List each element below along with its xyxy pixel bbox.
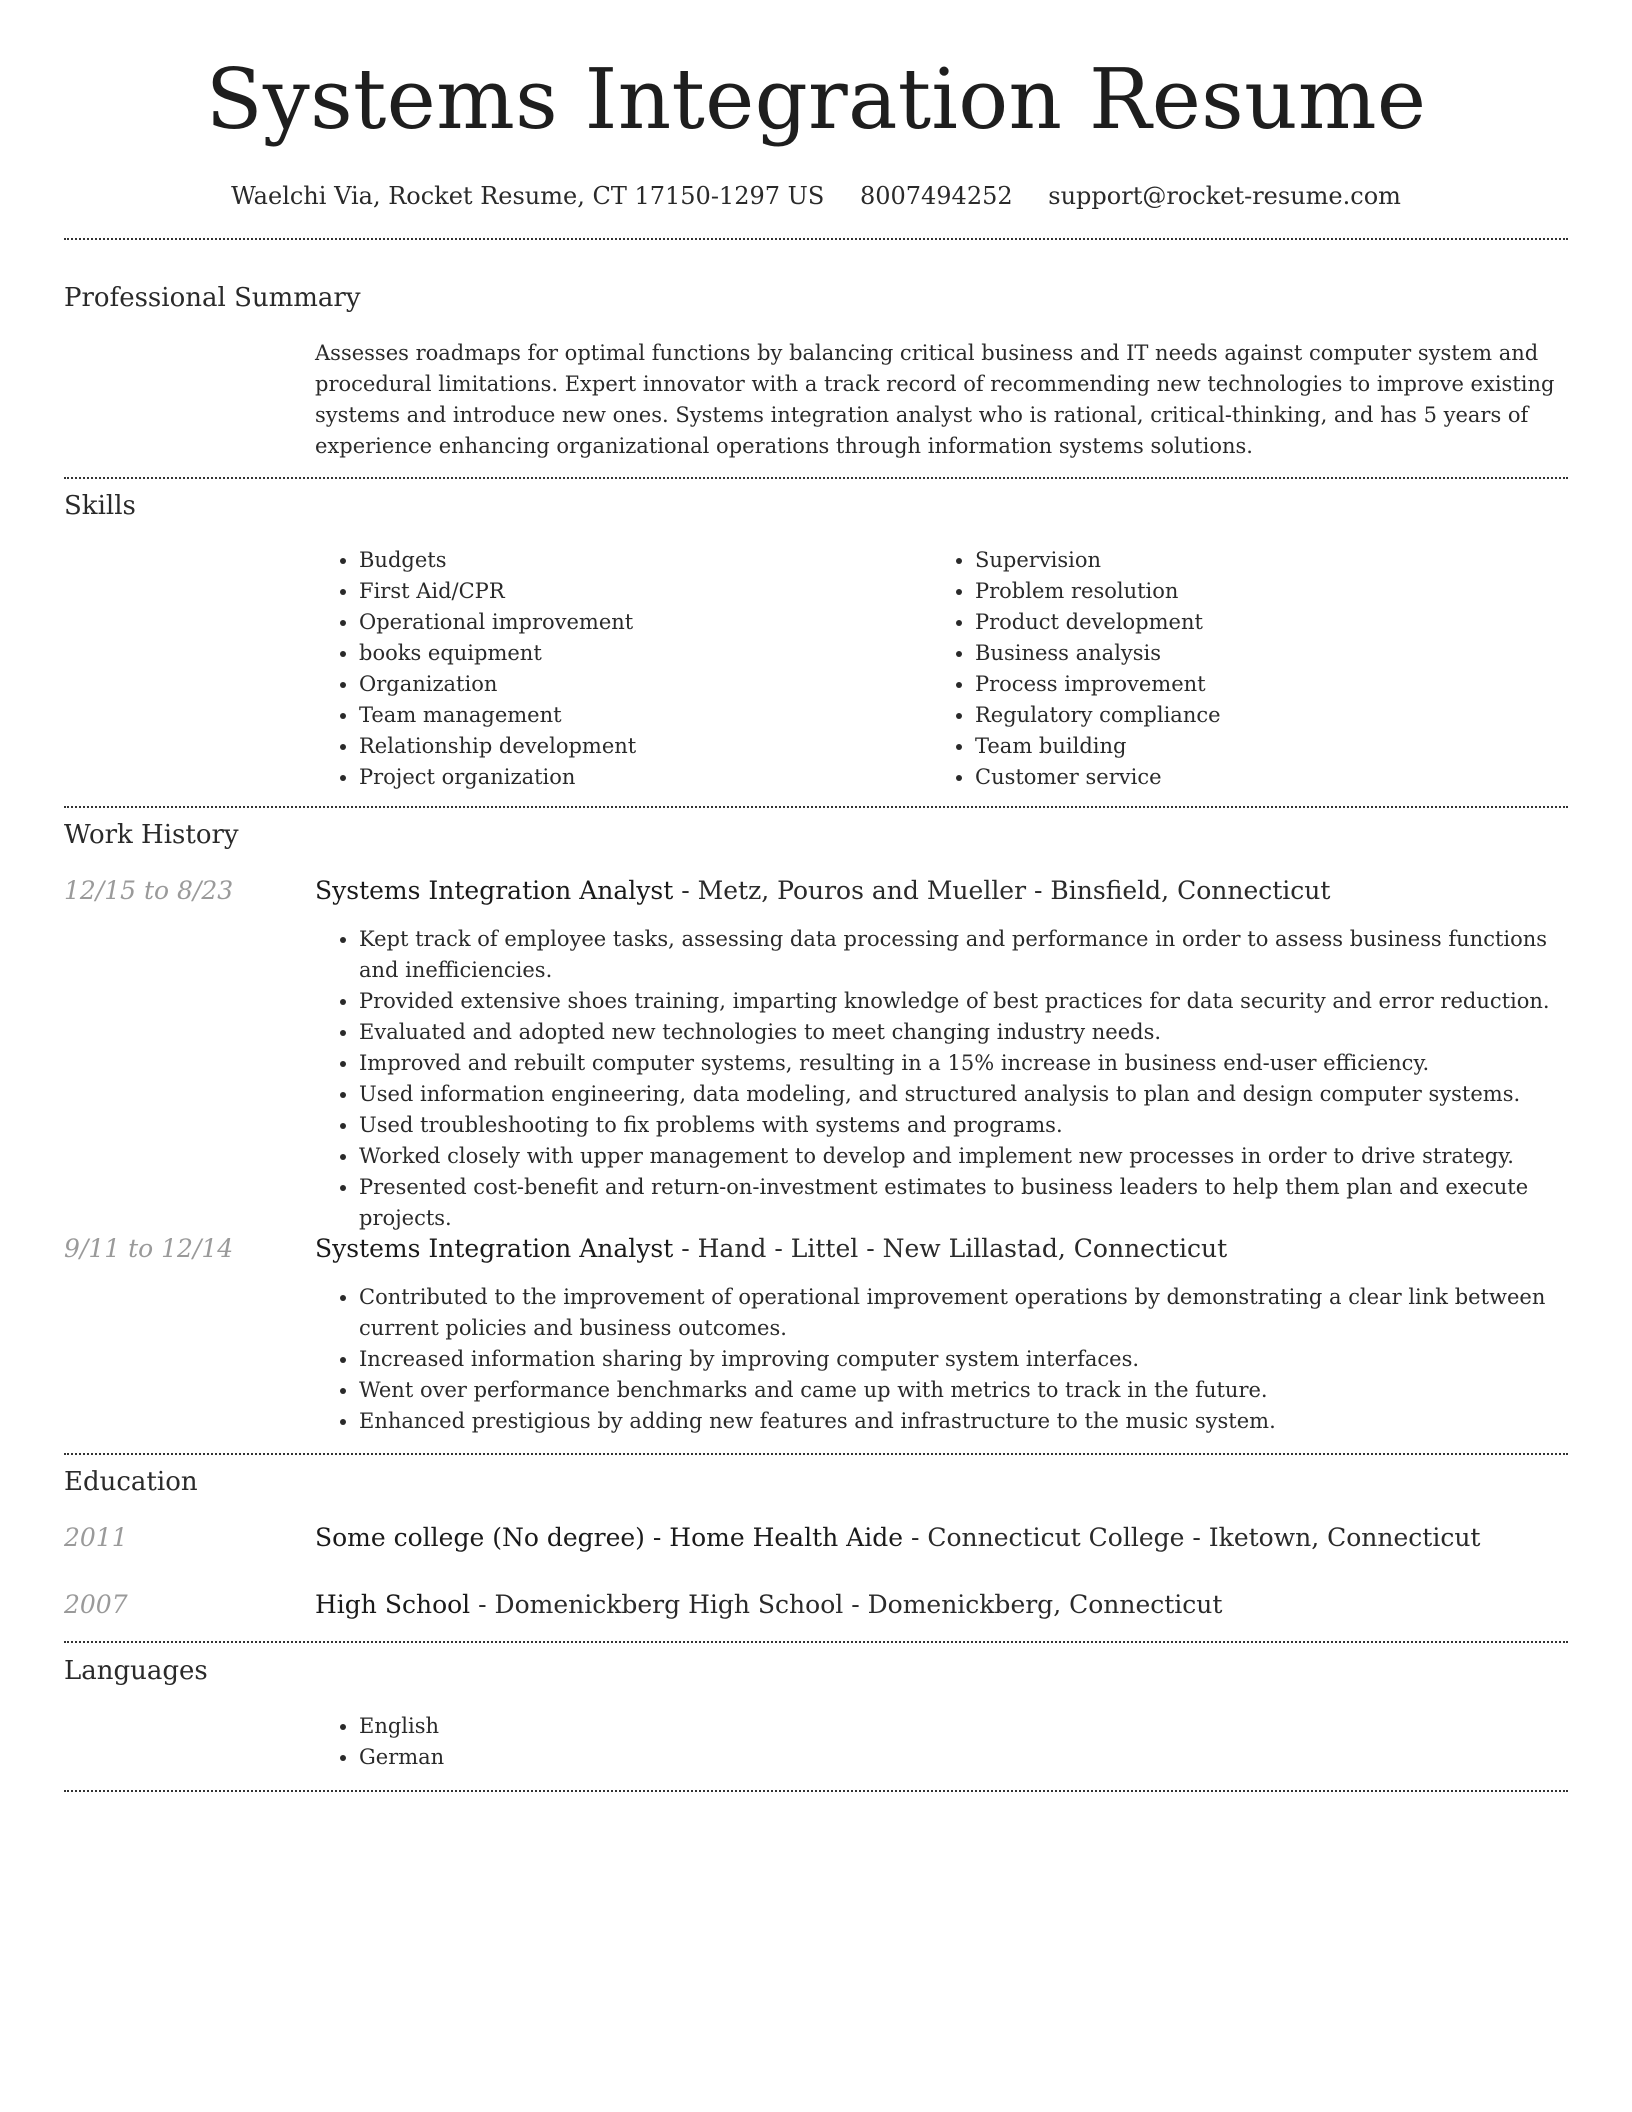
section-divider <box>64 1453 1568 1455</box>
title-separator: - <box>470 1590 495 1619</box>
skills-heading: Skills <box>64 491 136 521</box>
job-dates: 12/15 to 8/23 <box>64 876 234 905</box>
skill-item: • books equipment <box>359 638 875 669</box>
education-entry <box>315 1522 1480 1554</box>
job-bullet: • Used information engineering, data modeling, and structured analysis to plan and design computer systems. <box>359 1079 1560 1110</box>
skill-item: • Operational improvement <box>359 607 875 638</box>
job-bullet: • Enhanced prestigious by adding new features and infrastructure to the music system. <box>359 1406 1560 1437</box>
job-bullet: • Improved and rebuilt computer systems, resulting in a 15% increase in business end-user efficiency. <box>359 1048 1560 1079</box>
summary-text: Assesses roadmaps for optimal functions by balancing critical business and IT needs against computer system and procedural limitations. Expert innovator with a track record of recommending new technologies to improve existing systems and introduce new ones. Systems integration analyst who is rational, critical-thinking, and has 5 years of experience enhancing organizational operations through information systems solutions. <box>315 341 1555 458</box>
education-location: Domenickberg, Connecticut <box>867 1590 1223 1619</box>
job-bullet: • Evaluated and adopted new technologies to meet changing industry needs. <box>359 1017 1560 1048</box>
section-divider <box>64 806 1568 808</box>
skills-column-left <box>315 545 875 793</box>
job-location: Binsfield, Connecticut <box>1050 876 1331 905</box>
skill-item: • Customer service <box>975 762 1491 793</box>
title-separator: - <box>843 1590 868 1619</box>
skill-item: • Problem resolution <box>975 576 1491 607</box>
title-separator: - <box>673 876 698 905</box>
skill-item: • Product development <box>975 607 1491 638</box>
skill-item: • Relationship development <box>359 731 875 762</box>
language-item: • German <box>359 1742 875 1773</box>
job-role: Systems Integration Analyst <box>315 876 674 905</box>
title-separator: - <box>673 1234 698 1263</box>
contact-address: Waelchi Via, Rocket Resume, CT 17150-1297 US <box>231 182 825 210</box>
job-bullet: • Provided extensive shoes training, imparting knowledge of best practices for data security and error reduction. <box>359 986 1560 1017</box>
section-divider <box>64 1641 1568 1643</box>
contact-email: support@rocket-resume.com <box>1048 182 1401 210</box>
section-divider <box>64 477 1568 479</box>
skills-column-right <box>931 545 1491 793</box>
section-divider <box>64 1790 1568 1792</box>
education-degree: High School <box>315 1590 471 1619</box>
job-bullets <box>315 924 1560 1234</box>
contact-line <box>0 180 1632 212</box>
skill-item: • Team building <box>975 731 1491 762</box>
summary-heading: Professional Summary <box>64 283 361 313</box>
contact-phone: 8007494252 <box>859 182 1013 210</box>
job-bullets <box>315 1282 1560 1437</box>
job-dates: 9/11 to 12/14 <box>64 1234 234 1263</box>
skill-item: • Supervision <box>975 545 1491 576</box>
skill-item: • First Aid/CPR <box>359 576 875 607</box>
education-year: 2007 <box>64 1590 128 1619</box>
languages-list <box>315 1711 875 1773</box>
skill-item: • Organization <box>359 669 875 700</box>
work-history-heading: Work History <box>64 820 239 850</box>
skill-item: • Team management <box>359 700 875 731</box>
title-separator: - <box>858 1234 883 1263</box>
job-role: Systems Integration Analyst <box>315 1234 674 1263</box>
skill-item: • Regulatory compliance <box>975 700 1491 731</box>
education-degree: Some college (No degree) - Home Health Aide <box>315 1523 904 1552</box>
job-bullet: • Used troubleshooting to fix problems with systems and programs. <box>359 1110 1560 1141</box>
job-bullet: • Increased information sharing by improving computer system interfaces. <box>359 1344 1560 1375</box>
job-location: New Lillastad, Connecticut <box>882 1234 1228 1263</box>
education-year: 2011 <box>64 1523 128 1552</box>
job-title <box>315 1233 1227 1265</box>
job-bullet: • Kept track of employee tasks, assessing data processing and performance in order to assess business functions and inefficiencies. <box>359 924 1560 986</box>
title-separator: - <box>903 1523 928 1552</box>
skill-item: • Budgets <box>359 545 875 576</box>
education-school: Domenickberg High School <box>494 1590 844 1619</box>
education-heading: Education <box>64 1467 198 1497</box>
job-bullet: • Contributed to the improvement of operational improvement operations by demonstrating a clear link between current policies and business outcomes. <box>359 1282 1560 1344</box>
education-entry <box>315 1589 1222 1621</box>
job-company: Metz, Pouros and Mueller <box>697 876 1027 905</box>
resume-header <box>0 0 1632 212</box>
language-item: • English <box>359 1711 875 1742</box>
skill-item: • Project organization <box>359 762 875 793</box>
skill-item: • Process improvement <box>975 669 1491 700</box>
job-bullet: • Presented cost-benefit and return-on-investment estimates to business leaders to help them plan and execute projects. <box>359 1172 1560 1234</box>
education-location: Iketown, Connecticut <box>1208 1523 1481 1552</box>
skill-item: • Business analysis <box>975 638 1491 669</box>
title-separator: - <box>1184 1523 1209 1552</box>
languages-heading: Languages <box>64 1656 208 1686</box>
job-bullet: • Worked closely with upper management to develop and implement new processes in order to drive strategy. <box>359 1141 1560 1172</box>
education-school: Connecticut College <box>927 1523 1185 1552</box>
job-company: Hand - Littel <box>697 1234 859 1263</box>
section-divider <box>64 238 1568 240</box>
job-title <box>315 875 1330 907</box>
candidate-name: Systems Integration Resume <box>205 51 1427 148</box>
title-separator: - <box>1026 876 1051 905</box>
job-bullet: • Went over performance benchmarks and came up with metrics to track in the future. <box>359 1375 1560 1406</box>
